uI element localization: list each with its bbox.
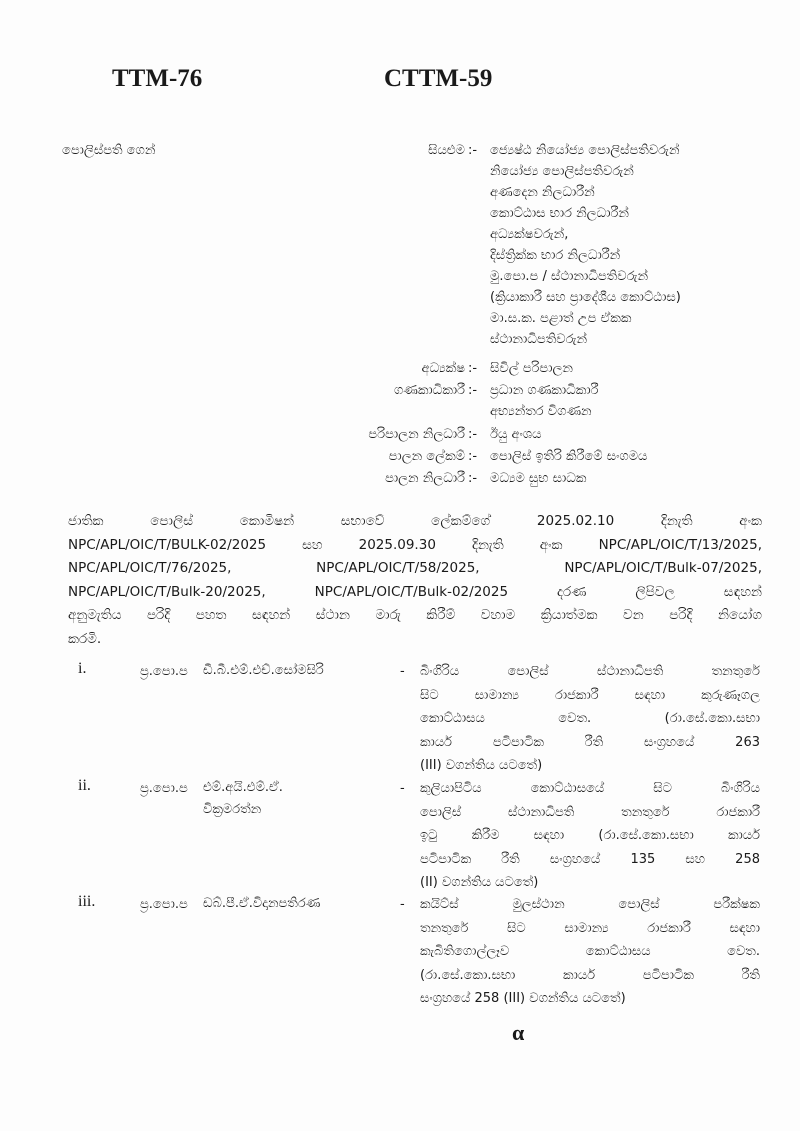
addressee-value: (ක්‍රියාකාරී සහ ප්‍රාදේශීය කොට්ඨාස) xyxy=(490,290,681,305)
paragraph-line: අනුමැතිය පරිදි පහත සඳහන් ස්ථාන මාරු කිරීම් වහාම ක්‍රියාත්මක වන පරිදි නියෝග xyxy=(68,607,762,623)
code-cttm: CTTM-59 xyxy=(384,65,493,92)
item-officer-name xyxy=(203,893,378,915)
addressee-values xyxy=(490,468,780,489)
addressee-value: දිස්ත්‍රික්ක භාර නිලධාරීන් xyxy=(490,248,621,263)
document-codes xyxy=(0,65,800,95)
item-number: ii. xyxy=(78,777,91,794)
description-line: තනතුරේ සිට සාමාන්‍ය රාජකාරී සඳහා xyxy=(420,920,760,936)
addressee-label: ගණකාධිකාරී xyxy=(393,383,465,398)
addressee-separator: :- xyxy=(468,361,478,376)
addressee-values xyxy=(490,140,780,350)
description-line: (II) වගන්තිය යටතේ) xyxy=(420,875,539,890)
description-line: පොලිස් ස්ථානාධිපති තනතුරේ රාජකාරී xyxy=(420,804,760,820)
description-line: කාර්ය පටිපාටික රීති සංග්‍රහයේ 263 xyxy=(420,734,760,750)
description-line: කොට්ඨාසය වෙත. (රා.සේ.කො.සභා xyxy=(420,711,760,726)
from-line: පොලිස්පති ගෙන් xyxy=(62,143,156,158)
addressee-label: සියළුම xyxy=(428,143,465,158)
code-ttm: TTM-76 xyxy=(112,65,203,92)
paragraph-line: NPC/APL/OIC/T/BULK-02/2025 සහ 2025.09.30 දිනැති අංක NPC/APL/OIC/T/13/2025, xyxy=(68,536,762,553)
addressee-label: පරිපාලන නිලධාරී xyxy=(368,427,465,442)
addressee-separator: :- xyxy=(468,143,478,158)
officer-name-line: එම්.අයි.එම්.ඒ. xyxy=(203,780,283,795)
addressee-values xyxy=(490,424,780,445)
addressee-values xyxy=(490,446,780,467)
item-officer-name xyxy=(203,777,378,821)
addressee-value: අධ්‍යක්ෂවරුන්, xyxy=(490,227,569,242)
description-line: කුලියාපිටිය කොට්ඨාසයේ සිට බිංගිරිය xyxy=(420,781,760,796)
addressee-separator: :- xyxy=(468,427,478,442)
page-number: α xyxy=(512,1020,525,1045)
addressee-value: පොලිස් ඉතිරි කිරීමේ සංගමය xyxy=(490,449,648,464)
addressee-value: කොට්ඨාස භාර නිලධාරීන් xyxy=(490,206,629,221)
addressee-values xyxy=(490,380,780,422)
description-line: ඉටු කිරීම සඳහා (රා.සේ.කො.සභා කාර්ය xyxy=(420,828,760,843)
addressee-label: අධ්‍යක්ෂ xyxy=(421,361,465,376)
description-line: පටිපාටික රීති සංග්‍රහයේ 135 සහ 258 xyxy=(420,851,760,867)
item-dash: - xyxy=(400,897,405,912)
addressee-value: ඊයු අංශය xyxy=(490,427,542,442)
description-line: බිංගිරිය පොලිස් ස්ථානාධිපති තනතුරේ xyxy=(420,664,760,679)
paragraph-line: ජාතික පොලිස් කොමිෂන් සභාවේ ලේකම්ගේ 2025.02.10 දිනැති අංක xyxy=(68,513,762,529)
item-officer-name xyxy=(203,660,378,682)
addressee-value: ප්‍රධාන ගණකාධිකාරී xyxy=(490,383,599,398)
item-rank: ප්‍ර.පො.ප xyxy=(140,781,188,796)
item-dash: - xyxy=(400,664,405,679)
addressee-label: පාලන ලේකම් xyxy=(388,449,465,464)
description-line: (රා.සේ.කො.සභා කාර්ය පටිපාටික රීති xyxy=(420,967,760,983)
item-number: i. xyxy=(78,660,87,677)
officer-name-line: ඩී.බී.එම්.එච්.සෝමසිරි xyxy=(203,663,324,678)
addressee-value: නියෝජ්‍ය පොලිස්පතිවරුන් xyxy=(490,164,634,179)
body-paragraph xyxy=(68,510,762,651)
item-rank: ප්‍ර.පො.ප xyxy=(140,897,188,912)
item-dash: - xyxy=(400,781,405,796)
item-number: iii. xyxy=(78,893,96,910)
officer-name-line: ඩබ්.පී.ඒ.විදානපතිරණ xyxy=(203,896,321,911)
item-rank: ප්‍ර.පො.ප xyxy=(140,664,188,679)
addressee-value: අණදෙන නිලධාරීන් xyxy=(490,185,595,200)
addressee-separator: :- xyxy=(468,383,478,398)
paragraph-line: NPC/APL/OIC/T/76/2025, NPC/APL/OIC/T/58/2025, NPC/APL/OIC/T/Bulk-07/2025, xyxy=(68,560,762,576)
description-line: සිට සාමාන්‍ය රාජකාරී සඳහා කුරුණෑගල xyxy=(420,687,760,703)
addressee-value: ස්ථානාධිපතිවරුන් xyxy=(490,332,588,347)
addressee-label: පාලන නිලධාරී xyxy=(385,471,465,486)
addressee-value: සිවිල් පරිපාලන xyxy=(490,361,573,376)
description-line: කයිට්ස් මුලස්ථාන පොලිස් පරීක්ෂක xyxy=(420,897,760,912)
item-description xyxy=(420,660,760,778)
addressee-separator: :- xyxy=(468,449,478,464)
description-line: සංග්‍රහයේ 258 (III) වගන්තිය යටතේ) xyxy=(420,991,626,1006)
addressee-values xyxy=(490,358,780,379)
description-line: කැබිතිගොල්ලෑව කොට්ඨාසය වෙත. xyxy=(420,944,760,959)
addressee-value: මු.පො.ප / ස්ථානාධිපතිවරුන් xyxy=(490,269,649,284)
paragraph-line: NPC/APL/OIC/T/Bulk-20/2025, NPC/APL/OIC/T/Bulk-02/2025 දරණ ලිපිවල සඳහන් xyxy=(68,583,762,600)
addressee-value: අභ්‍යන්තර විගණන xyxy=(490,404,592,419)
officer-name-line: වික්‍රමරත්න xyxy=(203,802,262,817)
description-line: (III) වගන්තිය යටතේ) xyxy=(420,758,543,773)
addressee-separator: :- xyxy=(468,471,478,486)
item-description xyxy=(420,893,760,1011)
paragraph-line: කරමි. xyxy=(68,630,102,647)
addressee-value: මධ්‍යම සුභ සාධක xyxy=(490,471,587,486)
addressee-value: මා.ස.ක. පළාත් උප ඒකක xyxy=(490,311,632,326)
item-description xyxy=(420,777,760,895)
addressee-value: ජ්‍යෙෂ්ඨ නියෝජ්‍ය පොලිස්පතිවරුන් xyxy=(490,143,680,158)
